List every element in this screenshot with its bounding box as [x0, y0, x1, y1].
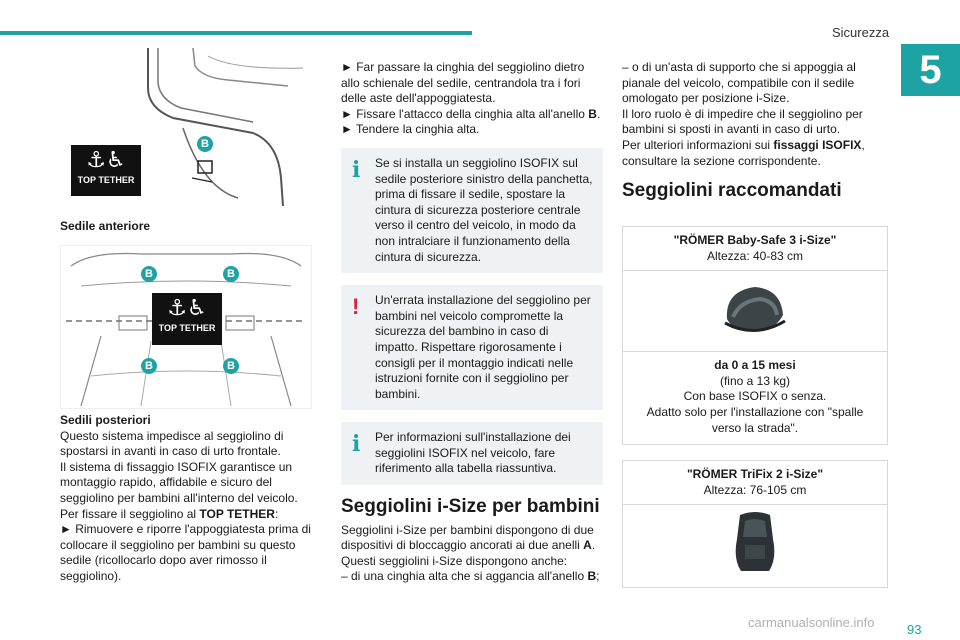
section-title: Sicurezza — [832, 25, 890, 40]
seat-name: "RÖMER TriFix 2 i-Size" — [686, 467, 824, 481]
anchor-seat-icon: ⚓︎♿︎ — [167, 295, 207, 320]
caption-rear-seats: Sedili posteriori — [60, 413, 151, 427]
instruction-step: ► Rimuovere e riporre l'appoggiatesta prima di collocare il seggiolino per bambini su questo sedile (ricollocarlo dopo aver rimosso il seggiolino). — [60, 522, 311, 583]
anchor-b-marker: B — [141, 266, 157, 282]
instruction-step: ► Far passare la cinghia del seggiolino dietro allo schienale del sedile, centrandola tra i fori delle aste dell'appoggiatesta. — [341, 60, 585, 106]
middle-text-column — [341, 60, 603, 585]
seat-height: Altezza: 76-105 cm — [703, 482, 807, 497]
child-seat-card — [622, 460, 888, 588]
page-number: 93 — [907, 622, 922, 637]
paragraph: Il sistema di fissaggio ISOFIX garantisce un montaggio rapido, affidabile e sicuro del seggiolino per bambini all'interno del veicolo. — [60, 459, 298, 505]
chapter-tab: 5 — [901, 44, 960, 96]
anchor-b-marker: B — [223, 358, 239, 374]
seat-age-range: da 0 a 15 mesi — [714, 358, 796, 373]
card-image-row — [623, 505, 887, 587]
header-accent-bar — [0, 31, 472, 35]
section-heading: Seggiolini raccomandati — [622, 180, 842, 202]
top-tether-label: TOP TETHER — [77, 175, 135, 185]
infant-carrier-image — [715, 279, 795, 339]
instruction-step: ► Tendere la cinghia alta. — [341, 122, 480, 137]
warning-note: ! Un'errata installazione del seggiolino per bambini nel veicolo compromette la sicurezza del bambino in caso di impatto. Rispettare rigorosamente i consigli per il montaggio indicati nelle istruzioni fornite con il seggiolino per bambini. — [341, 285, 603, 410]
top-tether-label: TOP TETHER — [158, 323, 216, 333]
seat-usage: Adatto solo per l'installazione con "spalle verso la strada". — [646, 404, 864, 435]
paragraph: Questo sistema impedisce al seggiolino di spostarsi in avanti in caso di urto frontale. — [60, 428, 284, 459]
section-heading: Seggiolini i-Size per bambini — [341, 496, 600, 518]
paragraph: Il loro ruolo è di impedire che il seggiolino per bambini si sposti in avanti in caso di urto. — [622, 106, 863, 137]
warning-icon: ! — [352, 294, 360, 320]
instruction-step: ► Fissare l'attacco della cinghia alta all'anello B. — [341, 106, 601, 121]
anchor-seat-icon: ⚓︎♿︎ — [86, 147, 126, 172]
left-text-column — [60, 413, 315, 585]
card-image-row — [623, 271, 887, 352]
paragraph: Per ulteriori informazioni sui fissaggi ISOFIX, consultare la sezione corrispondente. — [622, 137, 865, 168]
info-icon: i — [352, 156, 361, 183]
paragraph: – di una cinghia alta che si aggancia all'anello B; — [341, 569, 600, 584]
anchor-b-marker: B — [197, 136, 213, 152]
booster-seat-image — [725, 509, 785, 575]
paragraph: – o di un'asta di supporto che si appoggia al pianale del veicolo, compatibile con il sedile omologato per posizione i-Size. — [622, 60, 856, 106]
seat-weight: (fino a 13 kg) — [719, 373, 791, 388]
info-note: i Per informazioni sull'installazione dei seggiolini ISOFIX nel veicolo, fare riferimento alla tabella riassuntiva. — [341, 422, 603, 485]
info-note: i Se si installa un seggiolino ISOFIX sul sedile posteriore sinistro della panchetta, prima di fissare il sedile, spostare la cintura di sicurezza posteriore centrale verso il centro del veicolo, in modo da non intralciare il funzionamento della cintura di sicurezza. — [341, 148, 603, 273]
anchor-b-marker: B — [223, 266, 239, 282]
paragraph: Seggiolini i-Size per bambini dispongono di due dispositivi di bloccaggio ancorati ai due anelli A. — [341, 522, 596, 553]
seat-base: Con base ISOFIX o senza. — [683, 389, 827, 404]
anchor-b-marker: B — [141, 358, 157, 374]
paragraph: Questi seggiolini i-Size dispongono anche: — [341, 553, 568, 568]
seat-height: Altezza: 40-83 cm — [706, 248, 804, 263]
paragraph: Per fissare il seggiolino al TOP TETHER: — [60, 506, 279, 521]
top-tether-badge — [71, 145, 141, 196]
card-header — [623, 461, 887, 505]
seat-name: "RÖMER Baby-Safe 3 i-Size" — [673, 233, 837, 247]
right-text-column — [622, 60, 884, 202]
child-seat-card — [622, 226, 888, 445]
caption-front-seat: Sedile anteriore — [60, 219, 151, 233]
watermark: carmanualsonline.info — [748, 615, 875, 630]
top-tether-badge — [152, 293, 222, 345]
card-details — [623, 352, 887, 444]
info-icon: i — [352, 431, 361, 458]
card-header — [623, 227, 887, 271]
